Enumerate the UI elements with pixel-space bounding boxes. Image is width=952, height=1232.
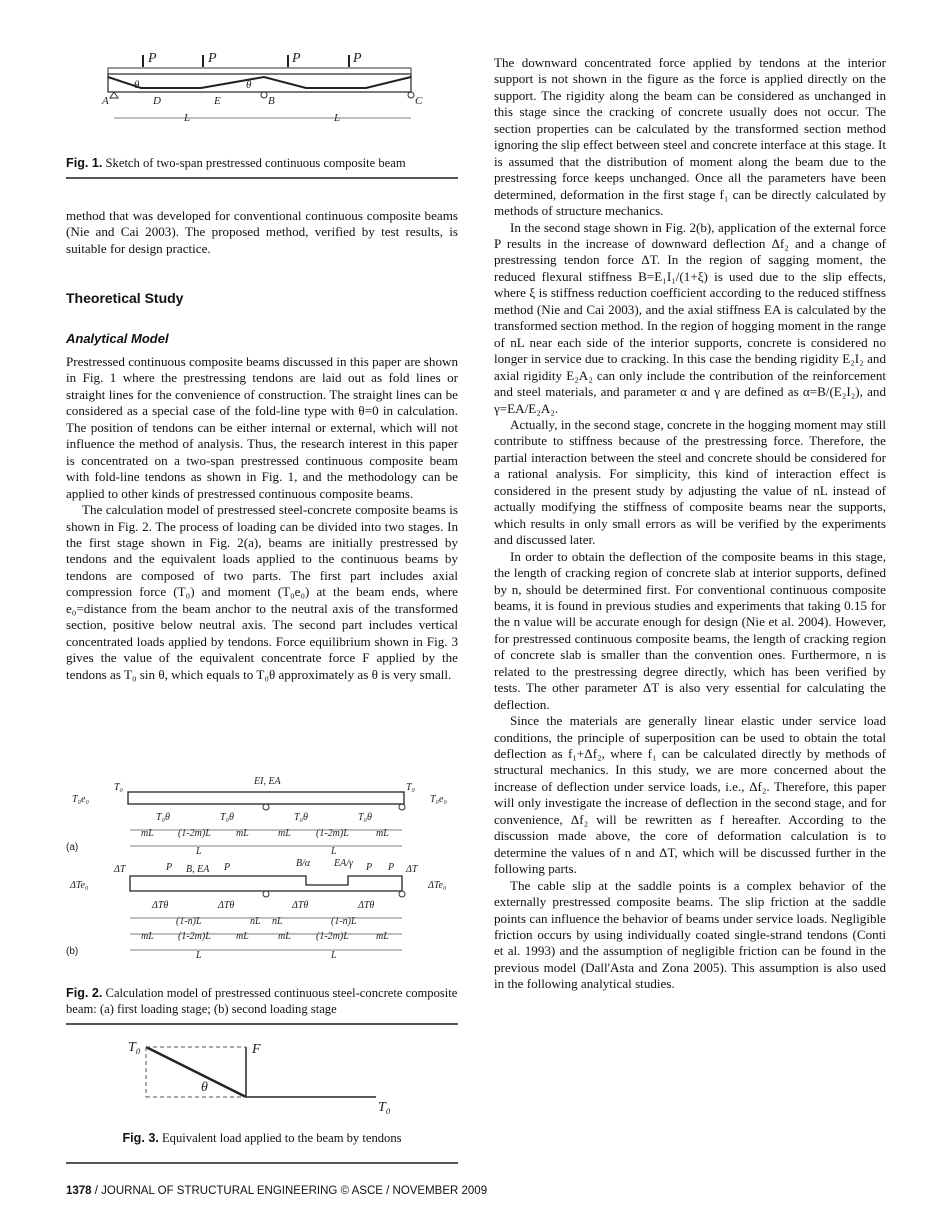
force-label: T₀θ xyxy=(358,812,372,823)
force-label: T₀θ xyxy=(156,812,170,823)
span-label: L xyxy=(331,846,337,857)
dim-label: mL xyxy=(376,828,389,839)
page-footer xyxy=(66,1185,487,1197)
force-label: F xyxy=(252,1042,261,1057)
force-label: ΔTθ xyxy=(358,900,375,911)
theta-label: θ xyxy=(201,1080,208,1095)
dim-label: (1-2m)L xyxy=(316,828,349,839)
point-b-label: B xyxy=(268,95,275,107)
divider xyxy=(66,1162,458,1164)
dim-label: mL xyxy=(236,931,249,942)
span-label: L xyxy=(184,112,191,124)
paragraph: Prestressed continuous composite beams discussed in this paper are shown in Fig. 1 where the prestressing tendons are laid out as fold lines or straight lines for the convenience of construction. The straight lines can be considered as a special case of the fold-line type with θ=0 in calculation. The position of tendons can be either internal or external, which will not influence the method of analysis. Thus, the research interest in this paper is concentrated on a two-span prestressed continuous composite beam with fold-line tendons as shown in Fig. 1, and the methodology can be applied to other kinds of prestressed continuous composite beams. xyxy=(66,354,458,501)
dim-label: (1-n)L xyxy=(176,916,202,927)
dim-label: (1-2m)L xyxy=(316,931,349,942)
load-label: P xyxy=(166,862,173,873)
force-label: T₀ xyxy=(114,782,124,793)
force-label: T₀ xyxy=(128,1040,141,1055)
load-label: P xyxy=(224,862,231,873)
dim-label: nL xyxy=(272,916,283,927)
paragraph: The downward concentrated force applied by tendons at the interior support is not shown in the figure as the force is applied directly on the support. The rigidity along the beam can be considered as unchanged in this stage since the cracking of concrete usually does not occur. The section properties can be calculated by the transformed section method ignoring the slip effect between steel and concrete interface at this stage. It is assumed that the distribution of moment along the beam due to the prestressing force keeps unchanged. Once all the parameters have been determined, deformation in the first stage f₁ can be directly calculated by methods of structure mechanics. xyxy=(494,55,886,219)
divider xyxy=(66,1023,458,1025)
span-label: L xyxy=(196,950,202,961)
figure-2-caption: Fig. 2. Calculation model of prestressed continuous steel-concrete composite beam: (a) first loading stage; (b) second loading stage xyxy=(66,986,458,1016)
dim-label: mL xyxy=(236,828,249,839)
paragraph: The calculation model of prestressed steel-concrete composite beams is shown in Fig. 2. The process of loading can be divided into two stages. In the first stage shown in Fig. 2(a), beams are initially prestressed by tendons and the equivalent loads applied to the continuous beams by tendons are composed of two parts. The first part includes axial compression force (T₀) and moment (T₀e₀) at the beam ends, where e₀=distance from the beam anchor to the neutral axis of the transformed section, positive below neutral axis. The second part includes vertical concentrated loads applied by tendons. Force equilibrium shown in Fig. 3 gives the value of the equivalent concentrate force F applied by the tendons as T₀ sin θ, which equals to T₀θ approximately as θ is very small. xyxy=(66,502,458,682)
paragraph: Actually, in the second stage, concrete in the hogging moment may still contribute to stiffness because of the prestressing force. Therefore, the partial interaction between the steel and concrete should be considered for a rational analysis. For simplicity, this kind of interaction effect is considered in the present study by adjusting the value of nL instead of actually modifying the stiffness of composite beams near the supports, which results in only small errors as will be verified by the experiments and discussed later. xyxy=(494,416,886,548)
point-c-label: C xyxy=(415,95,423,107)
stiffness-label: EA/γ xyxy=(334,858,353,869)
right-column xyxy=(494,55,886,993)
span-label: L xyxy=(334,112,341,124)
dim-label: nL xyxy=(250,916,261,927)
figure-3-caption: Fig. 3. Equivalent load applied to the beam by tendons xyxy=(122,1131,402,1145)
figure-1-caption: Fig. 1. Sketch of two-span prestressed continuous composite beam xyxy=(66,156,406,170)
paragraph: Since the materials are generally linear elastic under service load conditions, the principle of superposition can be used to obtain the total deflection as f₁+Δf₂, where f₁ can be calculated directly by methods of structural mechanics. In this study, we are more concerned about the increase of deflection under service loads, i.e., Δf₂. Therefore, this paper will only investigate the increase of deflection in the second stage, and for convenience, Δf₂ will be rewritten as f hereafter. According to the discussion made above, the core of deformation calculation is to determine the values of n and ΔT, which will be discussed further in the following parts. xyxy=(494,713,886,877)
force-label: ΔTθ xyxy=(218,900,235,911)
divider xyxy=(66,177,458,179)
stiffness-label: B, EA xyxy=(186,864,210,875)
span-label: L xyxy=(331,950,337,961)
theta-label: θ xyxy=(246,79,252,91)
figure-3-equivalent-load xyxy=(66,1033,458,1123)
force-label: ΔT xyxy=(114,864,126,875)
paragraph: The cable slip at the saddle points is a complex behavior of the externally prestressed composite beams. The slip friction at the saddle points can influence the behavior of beams under service loads. Negligible friction occurs by using individually coated single-strand tendons (Conti et al. 1993) and the assumption of negligible friction can be found in the previous model (Dall'Asta and Zona 2005). This assumption is also used in the following analytical studies. xyxy=(494,877,886,992)
force-label: T₀θ xyxy=(294,812,308,823)
subfig-a-label: (a) xyxy=(66,842,79,853)
theta-label: θ xyxy=(134,79,140,91)
stiffness-label: B/α xyxy=(296,858,311,869)
journal-info: / JOURNAL OF STRUCTURAL ENGINEERING © ASCE / NOVEMBER 2009 xyxy=(91,1185,488,1197)
dim-label: mL xyxy=(141,828,154,839)
paragraph: In the second stage shown in Fig. 2(b), application of the external force P results in the increase of downward deflection Δf₂ and a change of prestressing tendon force ΔT. In the region of sagging moment, the reduced flexural stiffness B=E₁I₁/(1+ξ) is used due to the slip effects, where ξ is stiffness reduction coefficient according to the reduced stiffness method (Nie and Cai 2003), and the axial stiffness EA is calculated by the transformed section method. In the region of hogging moment in the range of nL near each side of the interior supports, concrete is considered no longer in service due to cracking. In this case the bending rigidity E₂I₂ and axial rigidity E₂A₂ can only include the contribution of the reinforcement and steel materials, and parameter α and γ are defined as α=B/(E₂I₂), and γ=EA/E₂A₂. xyxy=(494,219,886,416)
point-a-label: A xyxy=(102,95,109,107)
force-label: T₀ xyxy=(406,782,416,793)
subfig-b-label: (b) xyxy=(66,946,79,957)
force-label: T₀ xyxy=(378,1100,391,1115)
load-label: P xyxy=(353,51,362,66)
force-label: ΔT xyxy=(406,864,418,875)
force-label: T₀θ xyxy=(220,812,234,823)
load-label: P xyxy=(292,51,301,66)
intro-paragraph: method that was developed for conventional continuous composite beams (Nie and Cai 2003). The proposed method, verified by test results, is suitable for design practice. xyxy=(66,208,458,256)
dim-label: mL xyxy=(278,828,291,839)
moment-label: ΔTe₀ xyxy=(428,880,447,891)
dim-label: (1-n)L xyxy=(331,916,357,927)
load-label: P xyxy=(208,51,217,66)
span-label: L xyxy=(196,846,202,857)
load-label: P xyxy=(148,51,157,66)
page-number: 1378 xyxy=(66,1185,92,1197)
point-d-label: D xyxy=(153,95,161,107)
left-body xyxy=(66,354,458,683)
dim-label: (1-2m)L xyxy=(178,931,211,942)
dim-label: (1-2m)L xyxy=(178,828,211,839)
point-e-label: E xyxy=(214,95,221,107)
dim-label: mL xyxy=(141,931,154,942)
subsection-heading: Analytical Model xyxy=(66,331,169,346)
moment-label: T₀e₀ xyxy=(72,794,89,805)
moment-label: ΔTe₀ xyxy=(70,880,89,891)
dim-label: mL xyxy=(376,931,389,942)
moment-label: T₀e₀ xyxy=(430,794,447,805)
force-label: ΔTθ xyxy=(152,900,169,911)
force-label: ΔTθ xyxy=(292,900,309,911)
stiffness-label: EI, EA xyxy=(254,776,281,787)
dim-label: mL xyxy=(278,931,291,942)
load-label: P xyxy=(388,862,395,873)
figure-2-calculation-model xyxy=(66,772,458,972)
load-label: P xyxy=(366,862,373,873)
section-heading: Theoretical Study xyxy=(66,290,184,306)
figure-1-beam-sketch xyxy=(66,50,458,150)
paragraph: In order to obtain the deflection of the composite beams in this stage, the length of cracking region of concrete slab at interior supports, defined by n, should be determined first. For conventional continuous composite beams, it is found in previous studies and experiments that taking 0.15 for the n value will be accurate enough for design (Nie et al. 2004). However, for prestressed continuous composite beams, the length of cracking region of concrete slab is smaller than the convention ones. Furthermore, n is related to the prestressing degree directly, which has been verified by tests. The other parameter ΔT is also very essential for calculating the deflection. xyxy=(494,548,886,712)
